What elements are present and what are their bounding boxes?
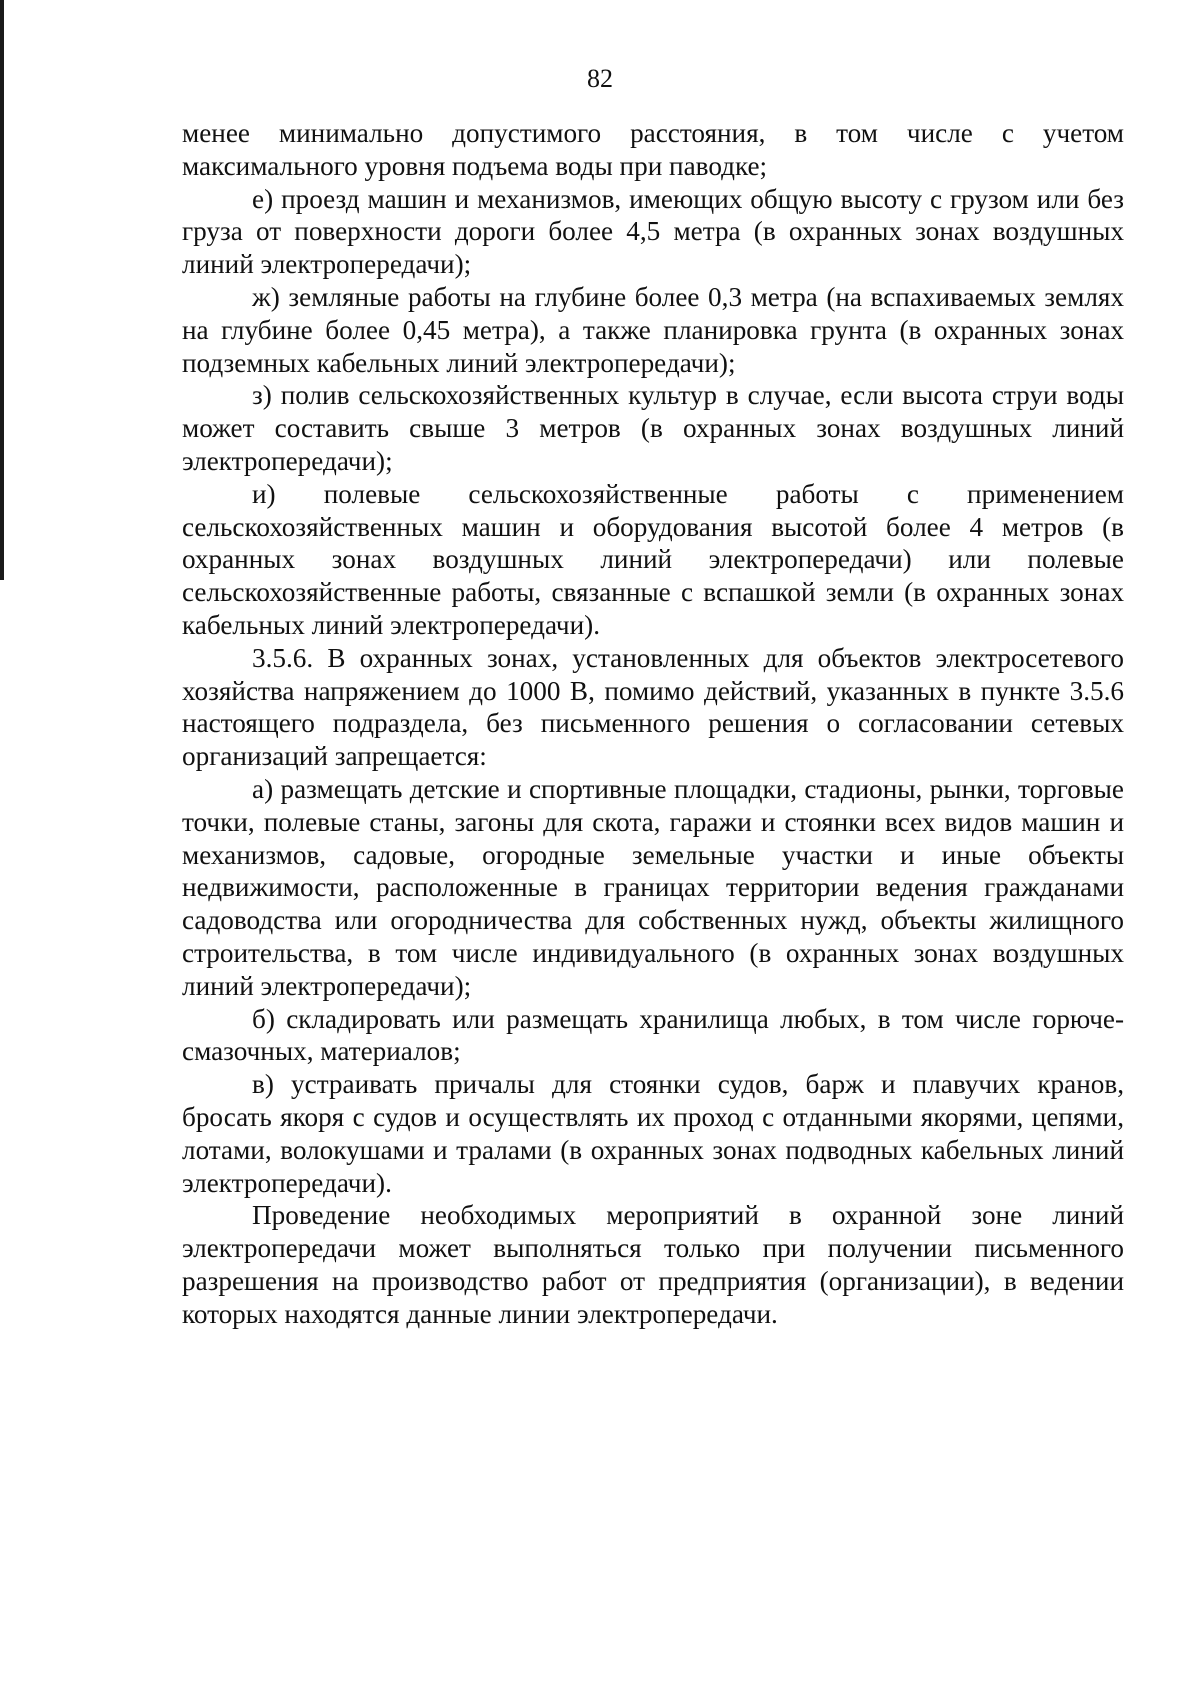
paragraph-item-z: з) полив сельскохозяйственных культур в случае, если высота струи воды может составить свыше 3 метров (в охранных зонах воздушных линий электропередачи);	[182, 380, 1124, 476]
paragraph-item-v: в) устраивать причалы для стоянки судов, барж и плавучих кранов, бросать якоря с судов и осуществлять их проход с отданными якорями, цепями, лотами, волокушами и тралами (в охранных зонах подводных кабельных линий электропередачи).	[182, 1069, 1124, 1198]
paragraph-section-3-5-6: 3.5.6. В охранных зонах, установленных для объектов электросетевого хозяйства напряжением до 1000 В, помимо действий, указанных в пункте 3.5.6 настоящего подраздела, без письменного решения о согласовании сетевых организаций запрещается:	[182, 642, 1124, 772]
page-number: 82	[587, 64, 613, 93]
paragraph-item-b: б) складировать или размещать хранилища любых, в том числе горюче-смазочных, материалов;	[182, 1003, 1124, 1067]
paragraph-item-a: а) размещать детские и спортивные площадки, стадионы, рынки, торговые точки, полевые станы, загоны для скота, гаражи и стоянки всех видов машин и механизмов, садовые, огородные земельные участки и иные объекты недвижимости, расположенные в границах территории ведения гражданами садоводства или огородничества для собственных нужд, объекты жилищного строительства, в том числе индивидуального (в охранных зонах воздушных линий электропередачи);	[182, 773, 1124, 1001]
paragraph-item-zh: ж) земляные работы на глубине более 0,3 метра (на вспахиваемых землях на глубине более 0,45 метра), а также планировка грунта (в охранных зонах подземных кабельных линий электропередачи);	[182, 281, 1124, 378]
paragraph-item-i: и) полевые сельскохозяйственные работы с применением сельскохозяйственных машин и оборудования высотой более 4 метров (в охранных зонах воздушных линий электропередачи) или полевые сельскохозяйственные работы, связанные с вспашкой земли (в охранных зонах кабельных линий электропередачи).	[182, 478, 1124, 640]
paragraph-continuation: менее минимально допустимого расстояния, в том числе с учетом максимального уровня подъема воды при паводке;	[182, 118, 1124, 181]
document-body	[182, 117, 1124, 1330]
paragraph-closing: Проведение необходимых мероприятий в охранной зоне линий электропередачи может выполняться только при получении письменного разрешения на производство работ от предприятия (организации), в ведении которых находятся данные линии электропередачи.	[182, 1200, 1124, 1329]
paragraph-item-e: е) проезд машин и механизмов, имеющих общую высоту с грузом или без груза от поверхности дороги более 4,5 метра (в охранных зонах воздушных линий электропередачи);	[182, 183, 1124, 280]
